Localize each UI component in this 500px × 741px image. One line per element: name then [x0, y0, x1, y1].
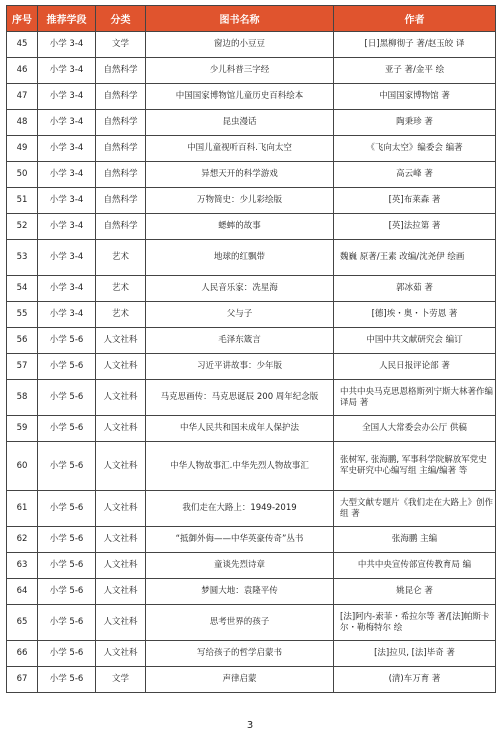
table-row [7, 491, 496, 527]
row-author: 《飞向太空》编委会 编著 [334, 136, 496, 162]
row-stage: 小学 3-4 [38, 214, 96, 240]
row-stage: 小学 5-6 [38, 380, 96, 416]
row-category: 人文社科 [96, 553, 146, 579]
row-category: 人文社科 [96, 491, 146, 527]
row-stage: 小学 5-6 [38, 354, 96, 380]
row-category: 人文社科 [96, 579, 146, 605]
row-category: 人文社科 [96, 328, 146, 354]
row-title: 异想天开的科学游戏 [146, 162, 334, 188]
row-title: 思考世界的孩子 [146, 605, 334, 641]
row-stage: 小学 3-4 [38, 162, 96, 188]
row-author: 张树军, 张海鹏, 军事科学院解放军党史军史研究中心编写组 主编/编著 等 [334, 442, 496, 491]
row-title: 地球的红飘带 [146, 240, 334, 276]
row-number: 54 [7, 276, 38, 302]
row-number: 47 [7, 84, 38, 110]
table-row [7, 416, 496, 442]
row-number: 48 [7, 110, 38, 136]
row-category: 自然科学 [96, 162, 146, 188]
table-body [7, 32, 496, 693]
table-row [7, 302, 496, 328]
row-number: 65 [7, 605, 38, 641]
table-row [7, 328, 496, 354]
row-stage: 小学 5-6 [38, 641, 96, 667]
row-category: 人文社科 [96, 354, 146, 380]
row-author: [日]黑柳彻子 著/赵玉皎 译 [334, 32, 496, 58]
row-number: 50 [7, 162, 38, 188]
row-stage: 小学 5-6 [38, 491, 96, 527]
row-author: 亚子 著/金平 绘 [334, 58, 496, 84]
row-stage: 小学 3-4 [38, 110, 96, 136]
header-stage: 推荐学段 [38, 6, 96, 32]
table-row [7, 188, 496, 214]
row-category: 艺术 [96, 240, 146, 276]
row-number: 55 [7, 302, 38, 328]
row-number: 63 [7, 553, 38, 579]
row-title: 窗边的小豆豆 [146, 32, 334, 58]
row-stage: 小学 5-6 [38, 667, 96, 693]
table-row [7, 667, 496, 693]
book-list-table [6, 5, 496, 693]
row-category: 人文社科 [96, 641, 146, 667]
row-stage: 小学 5-6 [38, 328, 96, 354]
table-row [7, 380, 496, 416]
table-row [7, 641, 496, 667]
row-number: 62 [7, 527, 38, 553]
row-number: 64 [7, 579, 38, 605]
row-category: 自然科学 [96, 58, 146, 84]
table-row [7, 276, 496, 302]
row-author: 陶秉珍 著 [334, 110, 496, 136]
row-author: [法]拉贝, [法]毕奇 著 [334, 641, 496, 667]
row-stage: 小学 5-6 [38, 553, 96, 579]
row-title: 梦圆大地：袁隆平传 [146, 579, 334, 605]
row-number: 49 [7, 136, 38, 162]
table-row [7, 58, 496, 84]
row-stage: 小学 3-4 [38, 32, 96, 58]
row-number: 56 [7, 328, 38, 354]
table-row [7, 553, 496, 579]
row-category: 艺术 [96, 302, 146, 328]
header-number: 序号 [7, 6, 38, 32]
row-stage: 小学 5-6 [38, 442, 96, 491]
row-stage: 小学 3-4 [38, 188, 96, 214]
row-stage: 小学 3-4 [38, 136, 96, 162]
row-author: [法]阿内-索菲・希拉尔等 著/[法]帕斯卡尔・勒梅特尔 绘 [334, 605, 496, 641]
row-author: 人民日报评论部 著 [334, 354, 496, 380]
row-title: 中国国家博物馆儿童历史百科绘本 [146, 84, 334, 110]
row-category: 自然科学 [96, 84, 146, 110]
row-category: 文学 [96, 667, 146, 693]
row-category: 人文社科 [96, 527, 146, 553]
table-row [7, 354, 496, 380]
row-stage: 小学 3-4 [38, 302, 96, 328]
row-category: 自然科学 [96, 214, 146, 240]
row-category: 人文社科 [96, 442, 146, 491]
row-title: 少儿科普三字经 [146, 58, 334, 84]
row-number: 58 [7, 380, 38, 416]
row-title: 昆虫漫话 [146, 110, 334, 136]
row-number: 53 [7, 240, 38, 276]
row-stage: 小学 3-4 [38, 84, 96, 110]
table-row [7, 605, 496, 641]
header-author: 作者 [334, 6, 496, 32]
row-author: 中共中央宣传部宣传教育局 编 [334, 553, 496, 579]
row-title: 人民音乐家：冼星海 [146, 276, 334, 302]
row-title: 童谈先烈诗章 [146, 553, 334, 579]
row-category: 自然科学 [96, 110, 146, 136]
row-number: 67 [7, 667, 38, 693]
row-number: 46 [7, 58, 38, 84]
row-title: 写给孩子的哲学启蒙书 [146, 641, 334, 667]
row-author: 张海鹏 主编 [334, 527, 496, 553]
row-author: 姚昆仑 著 [334, 579, 496, 605]
row-number: 52 [7, 214, 38, 240]
row-title: 中国儿童视听百科.飞向太空 [146, 136, 334, 162]
row-title: 我们走在大路上：1949-2019 [146, 491, 334, 527]
row-author: [英]布莱森 著 [334, 188, 496, 214]
row-author: 魏巍 原著/王素 改编/沈尧伊 绘画 [334, 240, 496, 276]
row-category: 文学 [96, 32, 146, 58]
row-title: 万物简史：少儿彩绘版 [146, 188, 334, 214]
row-category: 人文社科 [96, 605, 146, 641]
row-category: 人文社科 [96, 416, 146, 442]
row-stage: 小学 3-4 [38, 276, 96, 302]
row-category: 人文社科 [96, 380, 146, 416]
table-row [7, 579, 496, 605]
row-category: 自然科学 [96, 188, 146, 214]
row-stage: 小学 5-6 [38, 605, 96, 641]
header-title: 图书名称 [146, 6, 334, 32]
row-author: 中共中央马克思恩格斯列宁斯大林著作编译局 著 [334, 380, 496, 416]
row-title: 声律启蒙 [146, 667, 334, 693]
row-stage: 小学 5-6 [38, 579, 96, 605]
row-stage: 小学 3-4 [38, 58, 96, 84]
row-number: 60 [7, 442, 38, 491]
row-number: 66 [7, 641, 38, 667]
row-author: [德]埃・奥・卜劳恩 著 [334, 302, 496, 328]
row-number: 61 [7, 491, 38, 527]
row-title: 马克思画传：马克思诞辰 200 周年纪念版 [146, 380, 334, 416]
table-row [7, 84, 496, 110]
row-number: 59 [7, 416, 38, 442]
table-row [7, 136, 496, 162]
table-row [7, 32, 496, 58]
row-title: 父与子 [146, 302, 334, 328]
table-row [7, 162, 496, 188]
table-row [7, 527, 496, 553]
row-author: 高云峰 著 [334, 162, 496, 188]
table-row [7, 110, 496, 136]
row-author: 郭冰茹 著 [334, 276, 496, 302]
table-row [7, 214, 496, 240]
row-author: 全国人大常委会办公厅 供稿 [334, 416, 496, 442]
row-author: 中国中共文献研究会 编订 [334, 328, 496, 354]
row-author: 中国国家博物馆 著 [334, 84, 496, 110]
row-title: 蟋蟀的故事 [146, 214, 334, 240]
row-title: 中华人物故事汇.中华先烈人物故事汇 [146, 442, 334, 491]
row-author: (清)车万育 著 [334, 667, 496, 693]
table-row [7, 240, 496, 276]
page-number: 3 [246, 720, 254, 731]
row-stage: 小学 5-6 [38, 416, 96, 442]
row-number: 57 [7, 354, 38, 380]
row-author: [英]法拉第 著 [334, 214, 496, 240]
header-category: 分类 [96, 6, 146, 32]
row-stage: 小学 5-6 [38, 527, 96, 553]
row-category: 艺术 [96, 276, 146, 302]
row-title: 习近平讲故事：少年版 [146, 354, 334, 380]
table-header-row [7, 6, 496, 32]
table-row [7, 442, 496, 491]
row-author: 大型文献专题片《我们走在大路上》创作组 著 [334, 491, 496, 527]
row-category: 自然科学 [96, 136, 146, 162]
row-number: 51 [7, 188, 38, 214]
row-number: 45 [7, 32, 38, 58]
row-title: “抵御外侮——中华英豪传奇”丛书 [146, 527, 334, 553]
row-title: 毛泽东箴言 [146, 328, 334, 354]
row-title: 中华人民共和国未成年人保护法 [146, 416, 334, 442]
row-stage: 小学 3-4 [38, 240, 96, 276]
